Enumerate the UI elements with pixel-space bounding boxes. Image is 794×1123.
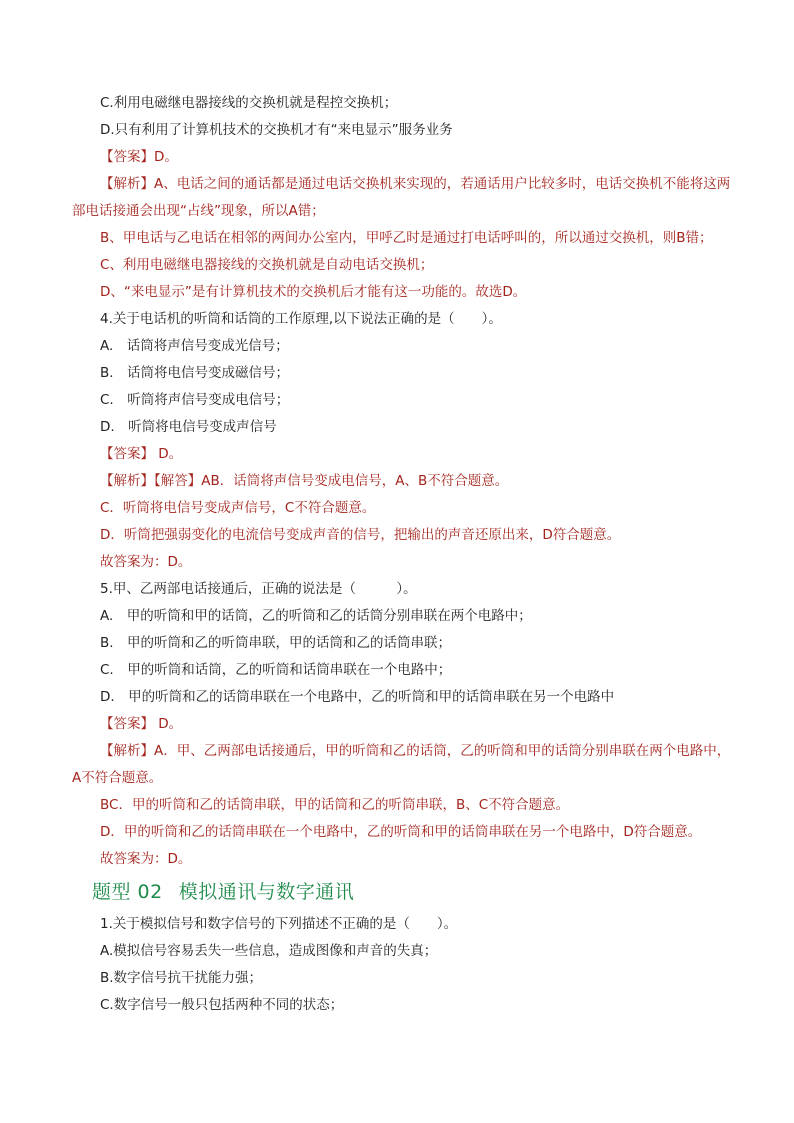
analysis-line: D．听筒把强弱变化的电流信号变成声音的信号，把输出的声音还原出来，D符合题意。 xyxy=(100,527,621,543)
option-line: A. 话筒将声信号变成光信号； xyxy=(100,338,289,354)
analysis-line: D．甲的听筒和乙的话筒串联在一个电路中，乙的听筒和甲的话筒串联在另一个电路中，D符合题意。 xyxy=(100,824,702,840)
analysis-paragraph: 【解析】A、电话之间的通话都是通过电话交换机来实现的，若通话用户比较多时，电话交换机不能将这两部电话接通会出现“占线”现象，所以A错； xyxy=(72,176,731,219)
option-line: A. 甲的听筒和甲的话筒，乙的听筒和乙的话筒分别串联在两个电路中； xyxy=(100,608,532,624)
analysis-line: 【解析】【解答】AB．话筒将声信号变成电信号，A、B不符合题意。 xyxy=(100,473,509,489)
option-line: C. 甲的听筒和话筒，乙的听筒和话筒串联在一个电路中； xyxy=(100,662,452,678)
option-line: B. 甲的听筒和乙的听筒串联，甲的话筒和乙的话筒串联； xyxy=(100,635,452,651)
analysis-line: BC．甲的听筒和乙的话筒串联，甲的话筒和乙的听筒串联，B、C不符合题意。 xyxy=(100,797,570,813)
option-line: D. 甲的听筒和乙的话筒串联在一个电路中，乙的听筒和甲的话筒串联在另一个电路中 xyxy=(100,689,615,705)
option-line: A.模拟信号容易丢失一些信息，造成图像和声音的失真； xyxy=(100,943,438,959)
option-line: B.数字信号抗干扰能力强； xyxy=(100,970,263,986)
analysis-paragraph: 【解析】A．甲、乙两部电话接通后，甲的听筒和乙的话筒，乙的听筒和甲的话筒分别串联在两个电路中，A不符合题意。 xyxy=(72,743,731,786)
analysis-line: C、利用电磁继电器接线的交换机就是自动电话交换机； xyxy=(100,257,434,273)
question-stem: 4.关于电话机的听筒和话筒的工作原理,以下说法正确的是（ ）。 xyxy=(100,311,502,327)
answer-line: 【答案】D。 xyxy=(100,149,178,165)
section-title: 模拟通讯与数字通讯 xyxy=(178,881,355,903)
option-line: C.数字信号一般只包括两种不同的状态； xyxy=(100,997,344,1013)
option-line: D. 听筒将电信号变成声信号 xyxy=(100,419,277,435)
question-stem: 1.关于模拟信号和数字信号的下列描述不正确的是（ ）。 xyxy=(100,916,458,932)
option-line: C.利用电磁继电器接线的交换机就是程控交换机； xyxy=(100,95,398,111)
answer-line: 【答案】 D。 xyxy=(100,716,183,732)
option-line: B. 话筒将电信号变成磁信号； xyxy=(100,365,290,381)
analysis-line: C．听筒将电信号变成声信号，C不符合题意。 xyxy=(100,500,376,516)
option-line: D.只有利用了计算机技术的交换机才有“来电显示”服务业务 xyxy=(100,122,453,138)
final-answer-line: 故答案为：D。 xyxy=(100,554,192,570)
section-number: 题型 02 xyxy=(92,881,163,903)
answer-line: 【答案】 D。 xyxy=(100,446,183,462)
final-answer-line: 故答案为：D。 xyxy=(100,851,192,867)
question-stem: 5.甲、乙两部电话接通后，正确的说法是（ ）。 xyxy=(100,581,417,597)
section-heading xyxy=(72,875,732,909)
option-line: C. 听筒将声信号变成电信号； xyxy=(100,392,290,408)
document-page xyxy=(72,90,732,1019)
analysis-line: B、甲电话与乙电话在相邻的两间办公室内，甲呼乙时是通过打电话呼叫的，所以通过交换机，则B错； xyxy=(100,230,713,246)
analysis-line: D、“来电显示”是有计算机技术的交换机后才能有这一功能的。故选D。 xyxy=(100,284,527,300)
